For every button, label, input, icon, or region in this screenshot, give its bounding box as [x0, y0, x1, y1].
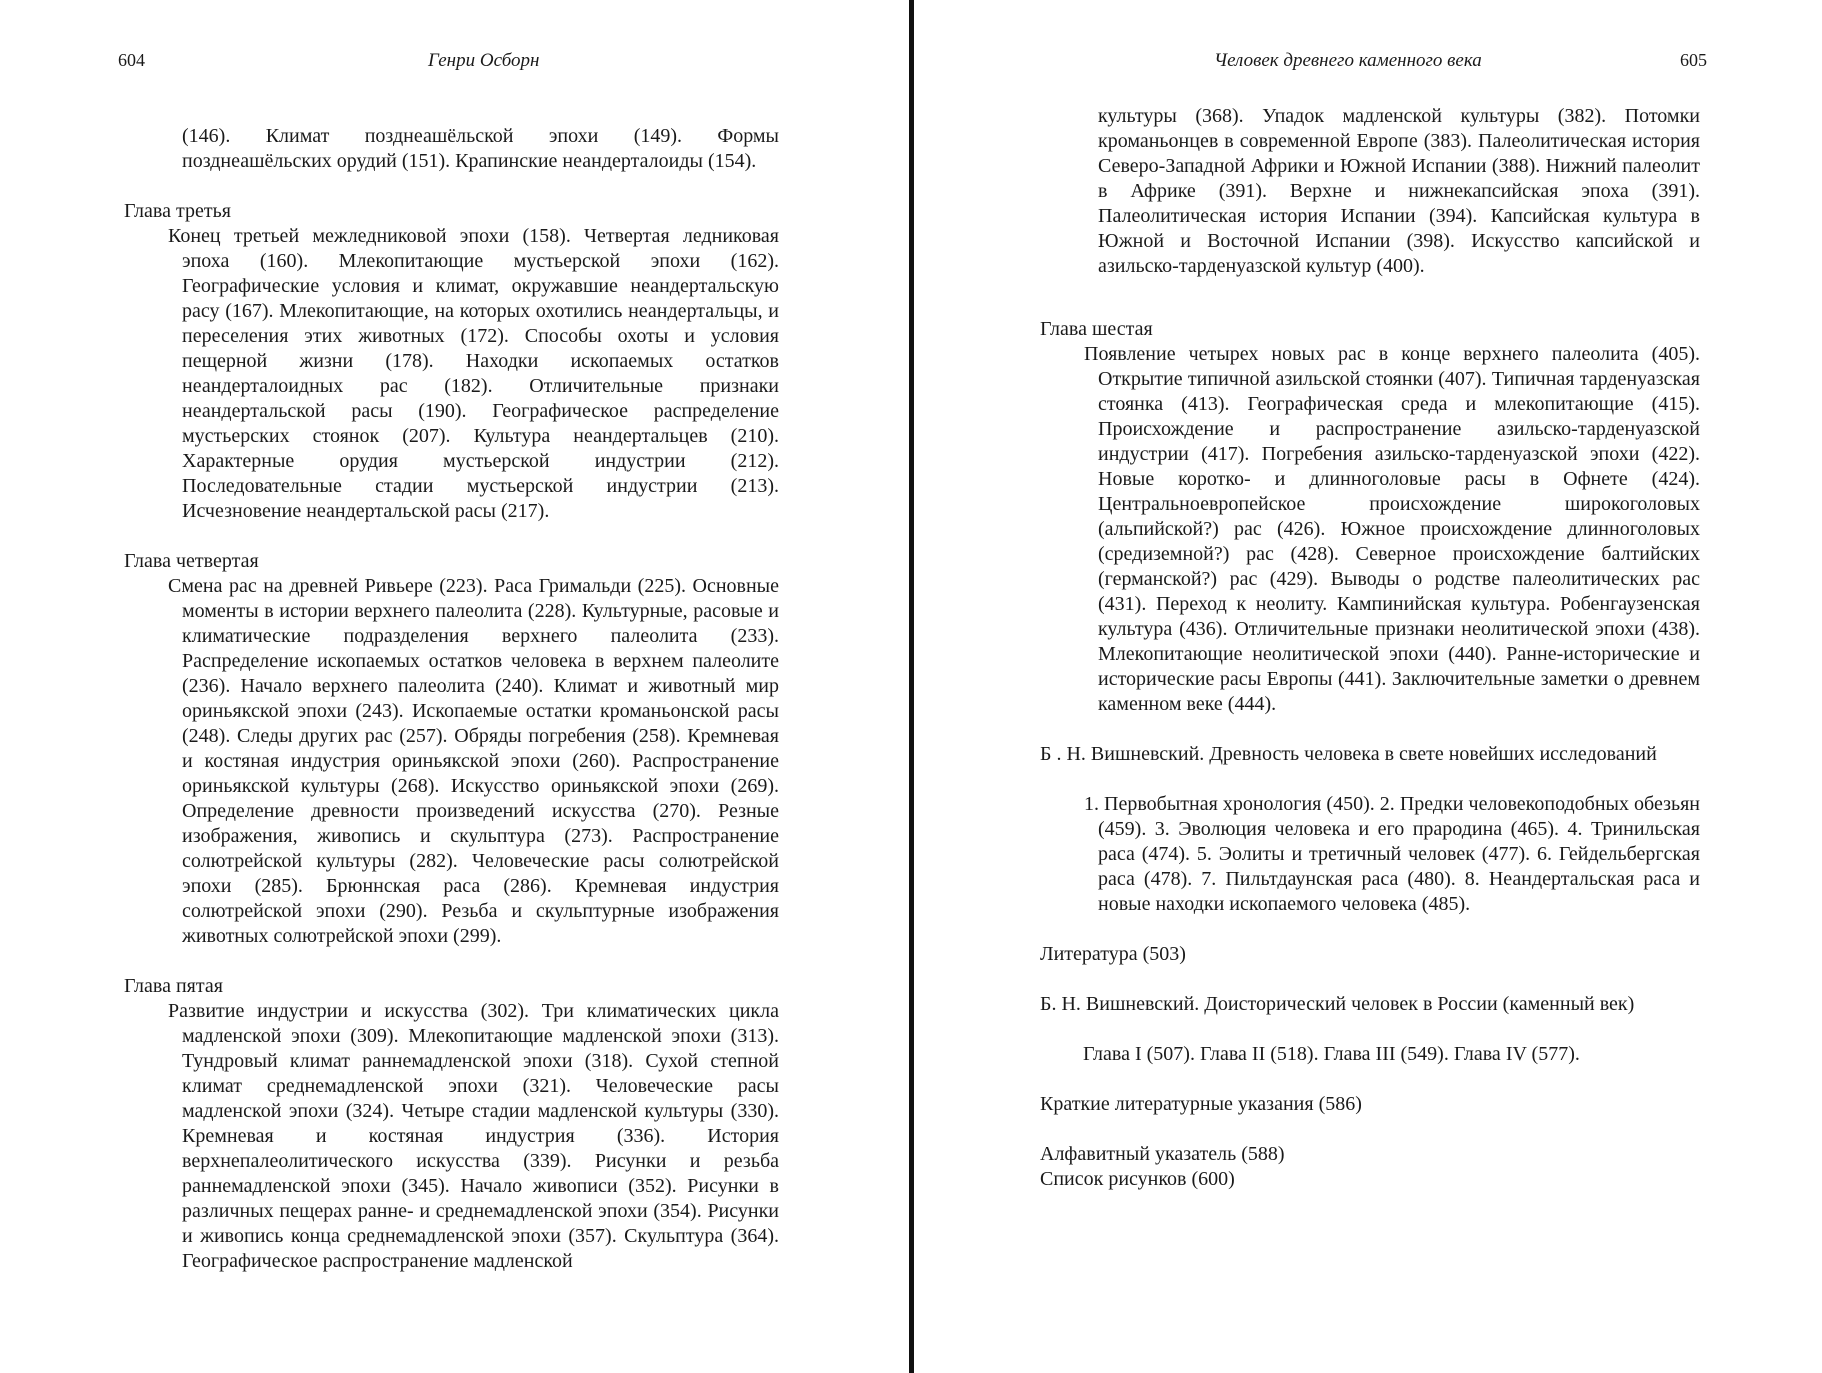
right-page-content: [1040, 104, 1700, 1192]
vishnevsky-2-title: Б. Н. Вишневский. Доисторический человек в России (каменный век): [1040, 993, 1635, 1015]
continuation-text: (146). Климат позднеашёльской эпохи (149). Формы позднеашёльских орудий (151). Крапинские неандерталоиды (154).: [182, 125, 779, 172]
chapter-4: [124, 549, 779, 949]
chapter-5: [124, 974, 779, 1274]
chapter-6-title: Глава шестая: [1040, 318, 1153, 340]
chapter-4-title: Глава четвертая: [124, 550, 259, 572]
chapter-3-text: Конец третьей межледниковой эпохи (158). Четвертая ледниковая эпоха (160). Млекопитающие мустьерской эпохи (162). Географические условия и климат, окружавшие неандертальскую расу (167). Млекопитающие, на которых охотились неандертальцы, и переселения этих животных (172). Способы охоты и условия пещерной жизни (178). Находки ископаемых остатков неандерталоидных рас (182). Отличительные признаки неандертальской расы (190). Географическое распределение мустьерских стоянок (207). Культура неандертальцев (210). Характерные орудия мустьерской индустрии (212). Последовательные стадии мустьерской индустрии (213). Исчезновение неандертальской расы (217).: [168, 225, 779, 522]
vishnevsky-1-text: 1. Первобытная хронология (450). 2. Предки человекоподобных обезьян (459). 3. Эволюция человека и его прародина (465). 4. Тринильская раса (474). 5. Эолиты и третичный человек (477). 6. Гейдельбергская раса (478). 7. Пильтдаунская раса (480). 8. Неандертальская раса и новые находки ископаемого человека (485).: [1084, 793, 1700, 915]
chapter-6: [1040, 317, 1700, 717]
figures-entry: Список рисунков (600): [1040, 1168, 1235, 1190]
vishnevsky-section-2: [1040, 992, 1700, 1067]
left-page-number: 604: [118, 50, 145, 70]
continuation-text-right: культуры (368). Упадок мадленской культуры (382). Потомки кроманьонцев в современной Европе (383). Палеолитическая история Северо-Западной Африки и Южной Испании (388). Нижний палеолит в Африке (391). Верхне и нижнекапсийская эпоха (391). Палеолитическая история Испании (394). Капсийская культура в Южной и Восточной Испании (398). Искусство капсийской и азильско-тарденуазской культур (400).: [1098, 105, 1700, 277]
chapter-5-text: Развитие индустрии и искусства (302). Три климатических цикла мадленской эпохи (309). Млекопитающие мадленской эпохи (313). Тундровый климат раннемадленской эпохи (318). Сухой степной климат среднемадленской эпохи (321). Человеческие расы мадленской эпохи (324). Четыре стадии мадленской культуры (330). Кремневая и костяная индустрия (336). История верхнепалеолитического искусства (339). Рисунки и резьба раннемадленской эпохи (345). Начало живописи (352). Рисунки в различных пещерах ранне- и среднемадленской эпохи (354). Рисунки и живопись конца среднемадленской эпохи (357). Скульптура (364). Географическое распространение мадленской: [168, 1000, 779, 1272]
brief-literature-entry: Краткие литературные указания (586): [1040, 1093, 1362, 1115]
right-page-number: 605: [1680, 50, 1707, 70]
left-page: [0, 0, 909, 1373]
literature-entry: Литература (503): [1040, 943, 1186, 965]
left-page-content: [124, 124, 779, 1274]
vishnevsky-1-title: Б . Н. Вишневский. Древность человека в свете новейших исследований: [1040, 743, 1657, 765]
vishnevsky-2-text: Глава I (507). Глава II (518). Глава III (549). Глава IV (577).: [1083, 1043, 1580, 1065]
vishnevsky-section-1: [1040, 742, 1700, 917]
chapter-3-title: Глава третья: [124, 200, 231, 222]
chapter-3: [124, 199, 779, 524]
right-running-head: Человек древнего каменного века: [1214, 50, 1482, 71]
right-page: [914, 0, 1822, 1373]
chapter-4-text: Смена рас на древней Ривьере (223). Раса Гримальди (225). Основные моменты в истории верхнего палеолита (228). Культурные, расовые и климатические подразделения верхнего палеолита (233). Распределение ископаемых остатков человека в верхнем палеолите (236). Начало верхнего палеолита (240). Климат и животный мир ориньякской эпохи (243). Ископаемые остатки кроманьонской расы (248). Следы других рас (257). Обряды погребения (258). Кремневая и костяная индустрия ориньякской эпохи (260). Распространение ориньякской культуры (268). Искусство ориньякской эпохи (269). Определение древности произведений искусства (270). Резные изображения, живопись и скульптура (273). Распространение солютрейской культуры (282). Человеческие расы солютрейской эпохи (285). Брюннская раса (286). Кремневая индустрия солютрейской эпохи (290). Резьба и скульптурные изображения животных солютрейской эпохи (299).: [168, 575, 779, 947]
index-entry: Алфавитный указатель (588): [1040, 1143, 1285, 1165]
left-running-head: Генри Осборн: [428, 50, 540, 71]
chapter-6-text: Появление четырех новых рас в конце верхнего палеолита (405). Открытие типичной азильской стоянки (407). Типичная тарденуазская стоянка (413). Географическая среда и млекопитающие (415). Происхождение и распространение азильско-тарденуазской индустрии (417). Погребения азильско-тарденуазской эпохи (422). Новые коротко- и длинноголовые расы в Офнете (424). Центральноевропейское происхождение широкоголовых (альпийской?) рас (426). Южное происхождение длинноголовых (средиземной?) рас (428). Северное происхождение балтийских (германской?) рас (429). Выводы о родстве палеолитических рас (431). Переход к неолиту. Кампинийская культура. Робенгаузенская культура (436). Отличительные признаки неолитической эпохи (438). Млекопитающие неолитической эпохи (440). Ранне-исторические и исторические расы Европы (441). Заключительные заметки о древнем каменном веке (444).: [1084, 343, 1700, 715]
chapter-5-title: Глава пятая: [124, 975, 223, 997]
